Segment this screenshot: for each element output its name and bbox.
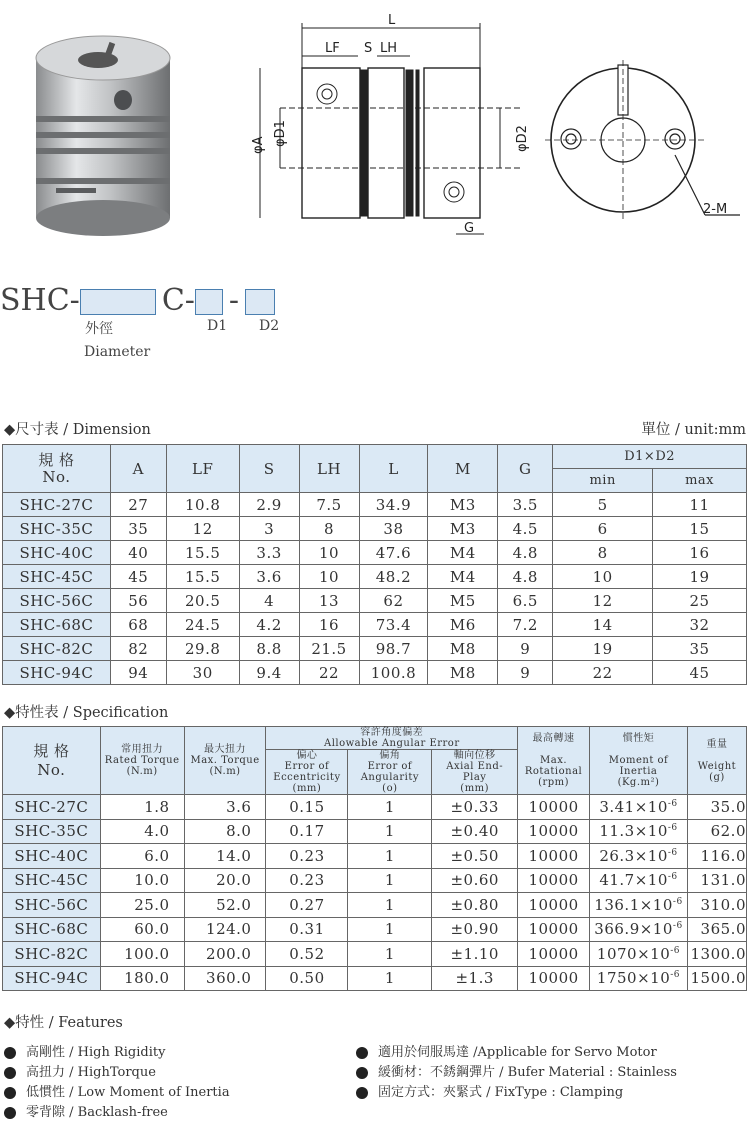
model-cell: SHC-45C [3,868,101,893]
value-cell: 0.23 [266,844,348,869]
value-cell: 131.0 [687,868,746,893]
value-cell: $3.41\times 10^{-6}$ [590,795,688,820]
value-cell: $1750\times 10^{-6}$ [590,966,688,991]
header-no: 規 格 No. [3,445,111,493]
value-cell: 62.0 [687,819,746,844]
value-cell: 48.2 [359,565,428,589]
value-cell: $11.3\times 10^{-6}$ [590,819,688,844]
value-cell: 1 [348,942,432,967]
value-cell: ±0.40 [432,819,518,844]
value-cell: 10000 [518,819,590,844]
value-cell: 6.0 [100,844,184,869]
value-cell: 1500.0 [687,966,746,991]
bullet-icon [356,1067,368,1079]
table-row [3,661,747,685]
table-row [3,942,747,967]
value-cell: M6 [428,613,498,637]
value-cell: 56 [110,589,166,613]
value-cell: 1 [348,795,432,820]
value-cell: 10000 [518,942,590,967]
front-view-drawing [545,55,745,245]
value-cell: 16 [299,613,359,637]
value-cell: 0.17 [266,819,348,844]
value-cell: 10000 [518,966,590,991]
value-cell: M3 [428,517,498,541]
value-cell: 0.50 [266,966,348,991]
table-row [3,565,747,589]
table-row [3,493,747,517]
value-cell: 1 [348,844,432,869]
value-cell: 14.0 [184,844,266,869]
value-cell: 68 [110,613,166,637]
features-title: ◆特性 / Features [4,1015,123,1031]
value-cell: 1.8 [100,795,184,820]
table-row [3,868,747,893]
model-cell: SHC-27C [3,795,101,820]
diameter-box [80,289,156,315]
svg-text:φD1: φD1 [273,120,288,147]
model-cell: SHC-35C [3,819,101,844]
specification-title: ◆特性表 / Specification [4,705,169,721]
value-cell: 0.52 [266,942,348,967]
value-cell: 100.0 [100,942,184,967]
feature-item: 低慣性 / Low Moment of Inertia [4,1083,230,1103]
model-cell: SHC-56C [3,893,101,918]
value-cell: $26.3\times 10^{-6}$ [590,844,688,869]
value-cell: 98.7 [359,637,428,661]
value-cell: 30 [166,661,239,685]
value-cell: 94 [110,661,166,685]
svg-text:φD2: φD2 [515,125,530,152]
value-cell: 11 [653,493,747,517]
value-cell: 47.6 [359,541,428,565]
value-cell: 8.8 [239,637,299,661]
value-cell: 12 [553,589,653,613]
bullet-icon [4,1067,16,1079]
value-cell: 40 [110,541,166,565]
value-cell: 22 [553,661,653,685]
table-row [3,819,747,844]
diameter-label-cn: 外徑 [85,321,113,337]
value-cell: 24.5 [166,613,239,637]
value-cell: 7.5 [299,493,359,517]
value-cell: 21.5 [299,637,359,661]
feature-item: 固定方式：夾緊式 / FixType : Clamping [356,1083,677,1103]
value-cell: 1300.0 [687,942,746,967]
value-cell: 0.15 [266,795,348,820]
bullet-icon [4,1047,16,1059]
value-cell: 20.5 [166,589,239,613]
value-cell: M8 [428,637,498,661]
table-row [3,966,747,991]
value-cell: 16 [653,541,747,565]
model-cell: SHC-40C [3,541,111,565]
dimension-title: ◆尺寸表 / Dimension [4,422,151,438]
value-cell: 10000 [518,844,590,869]
table-row [3,795,747,820]
value-cell: 4.2 [239,613,299,637]
table-row [3,613,747,637]
value-cell: 9 [498,637,553,661]
bullet-icon [356,1047,368,1059]
value-cell: 4.8 [498,565,553,589]
value-cell: 360.0 [184,966,266,991]
feature-item: 高扭力 / HighTorque [4,1063,230,1083]
value-cell: 10000 [518,893,590,918]
value-cell: ±1.3 [432,966,518,991]
value-cell: 12 [166,517,239,541]
table-row [3,541,747,565]
value-cell: 4.5 [498,517,553,541]
value-cell: 13 [299,589,359,613]
value-cell: 200.0 [184,942,266,967]
value-cell: 3 [239,517,299,541]
value-cell: 3.6 [239,565,299,589]
bullet-icon [4,1087,16,1099]
value-cell: $136.1\times 10^{-6}$ [590,893,688,918]
value-cell: 20.0 [184,868,266,893]
value-cell: 1 [348,966,432,991]
feature-item: 適用於伺服馬達 /Applicable for Servo Motor [356,1043,677,1063]
value-cell: 7.2 [498,613,553,637]
value-cell: 32 [653,613,747,637]
svg-text:LF: LF [325,41,340,56]
model-cell: SHC-68C [3,917,101,942]
value-cell: 100.8 [359,661,428,685]
value-cell: 3.5 [498,493,553,517]
coupling-photo [28,28,178,238]
features-right [356,1043,677,1103]
model-cell: SHC-27C [3,493,111,517]
model-cell: SHC-94C [3,966,101,991]
svg-text:φA: φA [251,136,266,154]
model-cell: SHC-82C [3,942,101,967]
table-row [3,917,747,942]
d2-box [245,289,275,315]
value-cell: 6 [553,517,653,541]
value-cell: 22 [299,661,359,685]
model-cell: SHC-94C [3,661,111,685]
value-cell: 4.0 [100,819,184,844]
value-cell: ±0.90 [432,917,518,942]
value-cell: 19 [653,565,747,589]
value-cell: 29.8 [166,637,239,661]
value-cell: 9 [498,661,553,685]
value-cell: 45 [110,565,166,589]
value-cell: ±0.50 [432,844,518,869]
model-cell: SHC-82C [3,637,111,661]
model-cell: SHC-45C [3,565,111,589]
table-row [3,844,747,869]
model-cell: SHC-68C [3,613,111,637]
value-cell: 38 [359,517,428,541]
d2-label: D2 [259,318,280,334]
value-cell: 1 [348,893,432,918]
diameter-label-en: Diameter [84,344,151,360]
value-cell: 10000 [518,868,590,893]
value-cell: 45 [653,661,747,685]
d1-label: D1 [207,318,228,334]
table-row [3,589,747,613]
unit-label: 單位 / unit:mm [641,422,746,438]
value-cell: 124.0 [184,917,266,942]
value-cell: 9.4 [239,661,299,685]
value-cell: 10.8 [166,493,239,517]
side-view-drawing [240,8,530,248]
model-code: SHC- C- - [0,281,275,321]
value-cell: 10 [299,565,359,589]
value-cell: 1 [348,819,432,844]
value-cell: 3.3 [239,541,299,565]
value-cell: 0.27 [266,893,348,918]
value-cell: 19 [553,637,653,661]
value-cell: 0.31 [266,917,348,942]
table-row [3,893,747,918]
model-cell: SHC-40C [3,844,101,869]
table-row [3,637,747,661]
value-cell: 6.5 [498,589,553,613]
value-cell: 35.0 [687,795,746,820]
dim-L: L [388,13,396,28]
value-cell: $1070\times 10^{-6}$ [590,942,688,967]
value-cell: 10000 [518,917,590,942]
value-cell: 62 [359,589,428,613]
feature-item: 緩衝材：不銹鋼彈片 / Bufer Material : Stainless [356,1063,677,1083]
value-cell: 1 [348,917,432,942]
svg-text:LH: LH [380,41,398,56]
value-cell: 2.9 [239,493,299,517]
value-cell: 8 [553,541,653,565]
bullet-icon [356,1087,368,1099]
value-cell: 73.4 [359,613,428,637]
svg-text:G: G [464,221,475,236]
value-cell: 116.0 [687,844,746,869]
value-cell: ±0.60 [432,868,518,893]
svg-text:S: S [364,41,373,56]
model-cell: SHC-56C [3,589,111,613]
value-cell: 27 [110,493,166,517]
value-cell: M8 [428,661,498,685]
dim-M: 2-M [703,202,728,217]
value-cell: M4 [428,565,498,589]
value-cell: ±0.33 [432,795,518,820]
features-left [4,1043,230,1123]
value-cell: 35 [653,637,747,661]
dimension-table: 規 格 No. A LF S LH L M G D1×D2 min max SHC-27C 27 10.8 2.9 7.5 34.9 M3 3.5 5 11 SHC-35C 35 12 3 8 38 M3 4.5 6 15 SHC-40C 40 15.5 3.3 10 47.6 M4 4.8 8 16 SHC-45C 45 15.5 3.6 10 48.2 M4 4.8 10 19 SHC-56C 56 20.5 4 13 62 M5 6.5 12 25 SHC-68C 68 24.5 4.2 16 73.4 M6 7.2 14 32 SHC-82C 82 29.8 8.8 21.5 98.7 M8 9 19 35 SHC-94C 94 30 9.4 22 100.8 M8 9 22 45 [2,444,747,685]
table-row [3,517,747,541]
value-cell: $366.9\times 10^{-6}$ [590,917,688,942]
value-cell: 10 [553,565,653,589]
value-cell: 34.9 [359,493,428,517]
value-cell: 10.0 [100,868,184,893]
value-cell: M3 [428,493,498,517]
value-cell: 52.0 [184,893,266,918]
value-cell: 10000 [518,795,590,820]
d1-box [195,289,223,315]
value-cell: 4 [239,589,299,613]
value-cell: ±1.10 [432,942,518,967]
value-cell: M5 [428,589,498,613]
value-cell: M4 [428,541,498,565]
value-cell: 35 [110,517,166,541]
value-cell: $41.7\times 10^{-6}$ [590,868,688,893]
value-cell: 1 [348,868,432,893]
value-cell: 8.0 [184,819,266,844]
value-cell: 14 [553,613,653,637]
value-cell: 365.0 [687,917,746,942]
value-cell: 15.5 [166,541,239,565]
value-cell: 3.6 [184,795,266,820]
value-cell: 0.23 [266,868,348,893]
model-cell: SHC-35C [3,517,111,541]
value-cell: 25.0 [100,893,184,918]
value-cell: 5 [553,493,653,517]
value-cell: 82 [110,637,166,661]
value-cell: 8 [299,517,359,541]
feature-item: 零背隙 / Backlash-free [4,1103,230,1123]
value-cell: 15.5 [166,565,239,589]
specification-table: 規 格 No. 常用扭力 Rated Torque (N.m) 最大扭力 Max. Torque (N.m) 容許角度偏差 Allowable Angular Error 最高轉速 Max. Rotational (rpm) 慣性矩 Moment of Inertia (Kg.m²) 重量 Weight (g) 偏心 Error of Eccentricity (mm) 偏角 Error of Angularity (o) 軸向位移 Axial End- Play (mm) SHC-27C 1.8 3.6 0.15 1 ±0.33 10000 $3.41\times 10^{-6}$ 35.0 SHC-35C 4.0 8.0 0.17 1 ±0.40 10000 $11.3\times 10^{-6}$ 62.0 SHC-40C 6.0 14.0 0.23 1 ±0.50 10000 $26.3\times 10^{-6}$ 116.0 SHC-45C 10.0 20.0 0.23 1 ±0.60 10000 $41.7\times 10^{-6}$ 131.0 SHC-56C 25.0 52.0 0.27 1 ±0.80 10000 $136.1\times 10^{-6}$ 310.0 SHC-68C 60.0 124.0 0.31 1 ±0.90 10000 $366.9\times 10^{-6}$ 365.0 SHC-82C 100.0 200.0 0.52 1 ±1.10 10000 $1070\times 10^{-6}$ 1300.0 SHC-94C 180.0 360.0 0.50 1 ±1.3 10000 $1750\times 10^{-6}$ 1500.0 [2,726,747,991]
value-cell: 10 [299,541,359,565]
value-cell: 180.0 [100,966,184,991]
value-cell: 25 [653,589,747,613]
bullet-icon [4,1107,16,1119]
value-cell: ±0.80 [432,893,518,918]
value-cell: 15 [653,517,747,541]
value-cell: 310.0 [687,893,746,918]
feature-item: 高剛性 / High Rigidity [4,1043,230,1063]
value-cell: 4.8 [498,541,553,565]
value-cell: 60.0 [100,917,184,942]
